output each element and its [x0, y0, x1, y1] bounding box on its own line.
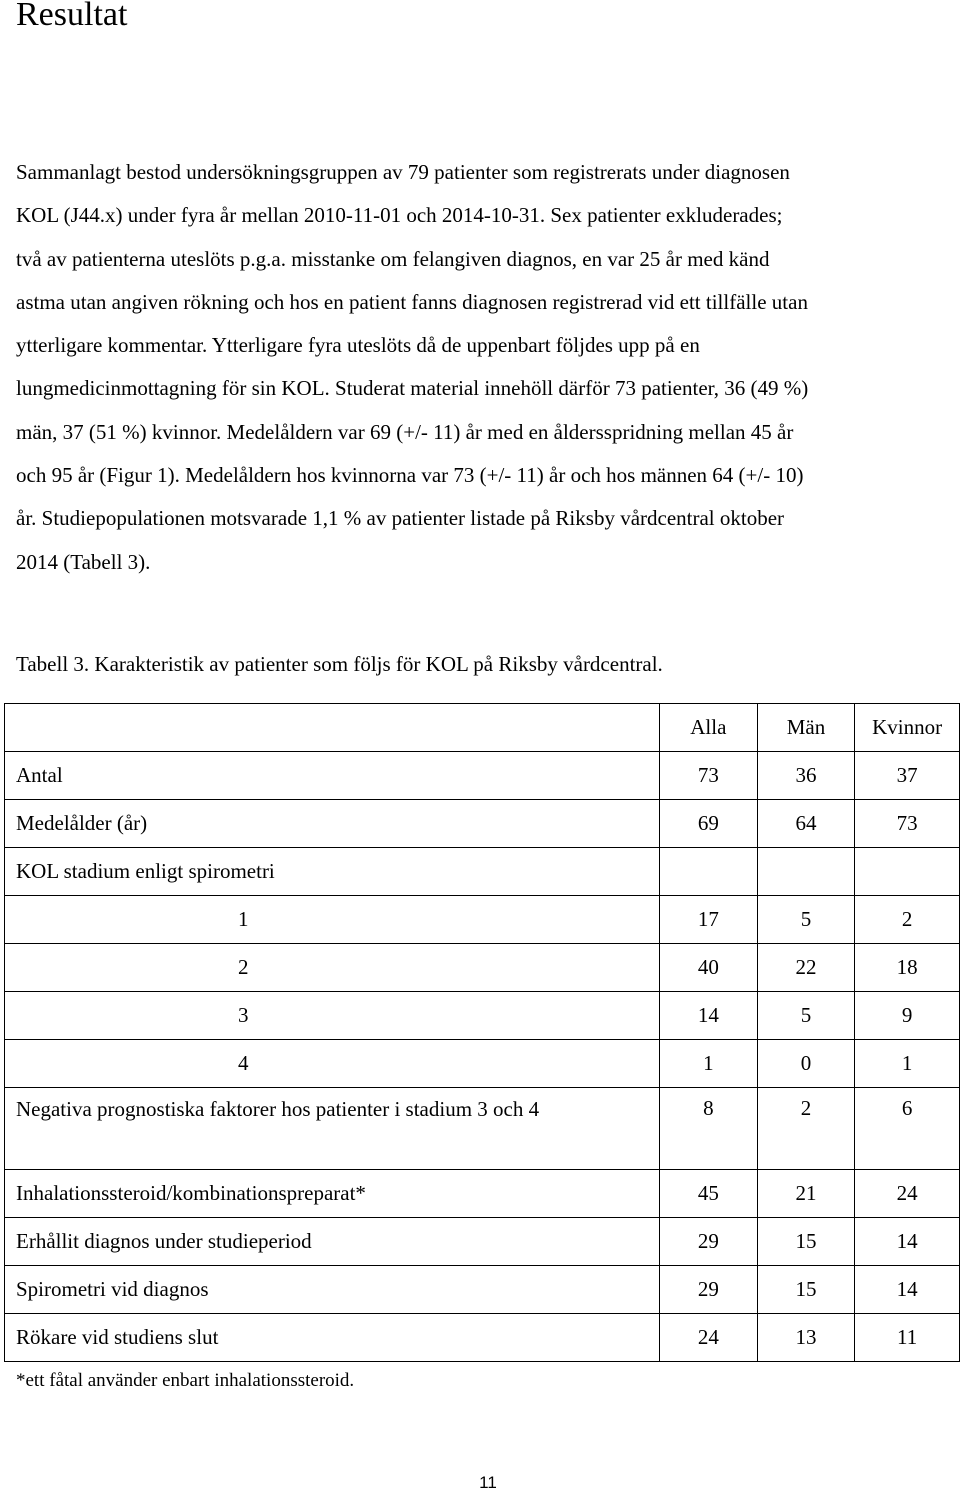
paragraph-line: KOL (J44.x) under fyra år mellan 2010-11-01 och 2014-10-31. Sex patienter exkluderades; — [16, 203, 783, 228]
cell-alla: 69 — [659, 800, 757, 848]
row-label: Medelålder (år) — [5, 800, 660, 848]
page-number: 11 — [479, 1473, 497, 1492]
table-row — [5, 1170, 960, 1218]
stage-row — [5, 896, 960, 944]
cell-alla: 40 — [659, 944, 757, 992]
stage-label: 4 — [5, 1040, 660, 1088]
cell-man: 5 — [757, 992, 854, 1040]
row-label: Erhållit diagnos under studieperiod — [5, 1218, 660, 1266]
header-alla: Alla — [659, 704, 757, 752]
header-empty-cell — [5, 704, 660, 752]
cell-man: 15 — [757, 1266, 854, 1314]
table-row — [5, 752, 960, 800]
row-label: Inhalationssteroid/kombinationspreparat* — [5, 1170, 660, 1218]
row-label: Antal — [5, 752, 660, 800]
cell-man: 21 — [757, 1170, 854, 1218]
table-header-row — [5, 704, 960, 752]
stage-section-row — [5, 848, 960, 896]
cell-alla: 45 — [659, 1170, 757, 1218]
header-man: Män — [757, 704, 854, 752]
cell-man: 15 — [757, 1218, 854, 1266]
cell-alla: 29 — [659, 1218, 757, 1266]
cell-man: 13 — [757, 1314, 854, 1362]
row-label: Rökare vid studiens slut — [5, 1314, 660, 1362]
paragraph-line: astma utan angiven rökning och hos en patient fanns diagnosen registrerad vid ett tillfälle utan — [16, 289, 808, 314]
empty-cell — [757, 848, 854, 896]
paragraph-line: år. Studiepopulationen motsvarade 1,1 % av patienter listade på Riksby vårdcentral oktober — [16, 506, 785, 531]
empty-cell — [855, 848, 960, 896]
cell-kvinnor: 11 — [855, 1314, 960, 1362]
stage-label: 1 — [5, 896, 660, 944]
cell-kvinnor: 9 — [855, 992, 960, 1040]
paragraph-line: ytterligare kommentar. Ytterligare fyra uteslöts då de uppenbart följdes upp på en — [16, 333, 700, 358]
cell-kvinnor: 1 — [855, 1040, 960, 1088]
cell-kvinnor: 2 — [855, 896, 960, 944]
table-row — [5, 1266, 960, 1314]
table-row — [5, 800, 960, 848]
cell-kvinnor: 37 — [855, 752, 960, 800]
paragraph-line: lungmedicinmottagning för sin KOL. Studerat material innehöll därför 73 patienter, 36 (49 %) — [16, 376, 809, 401]
cell-kvinnor: 18 — [855, 944, 960, 992]
cell-alla: 24 — [659, 1314, 757, 1362]
cell-man: 36 — [757, 752, 854, 800]
cell-man: 64 — [757, 800, 854, 848]
cell-man: 5 — [757, 896, 854, 944]
cell-man: 0 — [757, 1040, 854, 1088]
empty-cell — [659, 848, 757, 896]
negativa-row — [5, 1088, 960, 1170]
cell-man: 22 — [757, 944, 854, 992]
table-row — [5, 1314, 960, 1362]
cell-kvinnor: 24 — [855, 1170, 960, 1218]
cell-alla: 8 — [659, 1088, 757, 1170]
stage-row — [5, 1040, 960, 1088]
stage-row — [5, 944, 960, 992]
stage-section-label: KOL stadium enligt spirometri — [5, 848, 660, 896]
paragraph-line: Sammanlagt bestod undersökningsgruppen av 79 patienter som registrerats under diagnosen — [16, 160, 790, 184]
cell-kvinnor: 6 — [855, 1088, 960, 1170]
page-heading: Resultat — [16, 0, 128, 33]
table-row — [5, 1218, 960, 1266]
stage-label: 3 — [5, 992, 660, 1040]
cell-kvinnor: 73 — [855, 800, 960, 848]
stage-row — [5, 992, 960, 1040]
cell-alla: 14 — [659, 992, 757, 1040]
body-paragraph — [16, 151, 952, 584]
cell-alla: 29 — [659, 1266, 757, 1314]
row-label: Spirometri vid diagnos — [5, 1266, 660, 1314]
paragraph-line: 2014 (Tabell 3). — [16, 549, 151, 574]
table-caption: Tabell 3. Karakteristik av patienter som följs för KOL på Riksby vårdcentral. — [16, 652, 663, 676]
cell-alla: 1 — [659, 1040, 757, 1088]
cell-kvinnor: 14 — [855, 1218, 960, 1266]
cell-kvinnor: 14 — [855, 1266, 960, 1314]
cell-man: 2 — [757, 1088, 854, 1170]
characteristics-table — [4, 703, 960, 1362]
paragraph-line: två av patienterna uteslöts p.g.a. misstanke om felangiven diagnos, en var 25 år med känd — [16, 246, 770, 271]
paragraph-line: och 95 år (Figur 1). Medelåldern hos kvinnorna var 73 (+/- 11) år och hos männen 64 (+/- 10) — [16, 463, 804, 488]
cell-alla: 17 — [659, 896, 757, 944]
table-footnote: *ett fåtal använder enbart inhalationssteroid. — [16, 1370, 355, 1391]
header-kvinnor: Kvinnor — [855, 704, 960, 752]
cell-alla: 73 — [659, 752, 757, 800]
paragraph-line: män, 37 (51 %) kvinnor. Medelåldern var 69 (+/- 11) år med en åldersspridning mellan 45 år — [16, 419, 794, 444]
stage-label: 2 — [5, 944, 660, 992]
row-label: Negativa prognostiska faktorer hos patienter i stadium 3 och 4 — [5, 1088, 660, 1170]
